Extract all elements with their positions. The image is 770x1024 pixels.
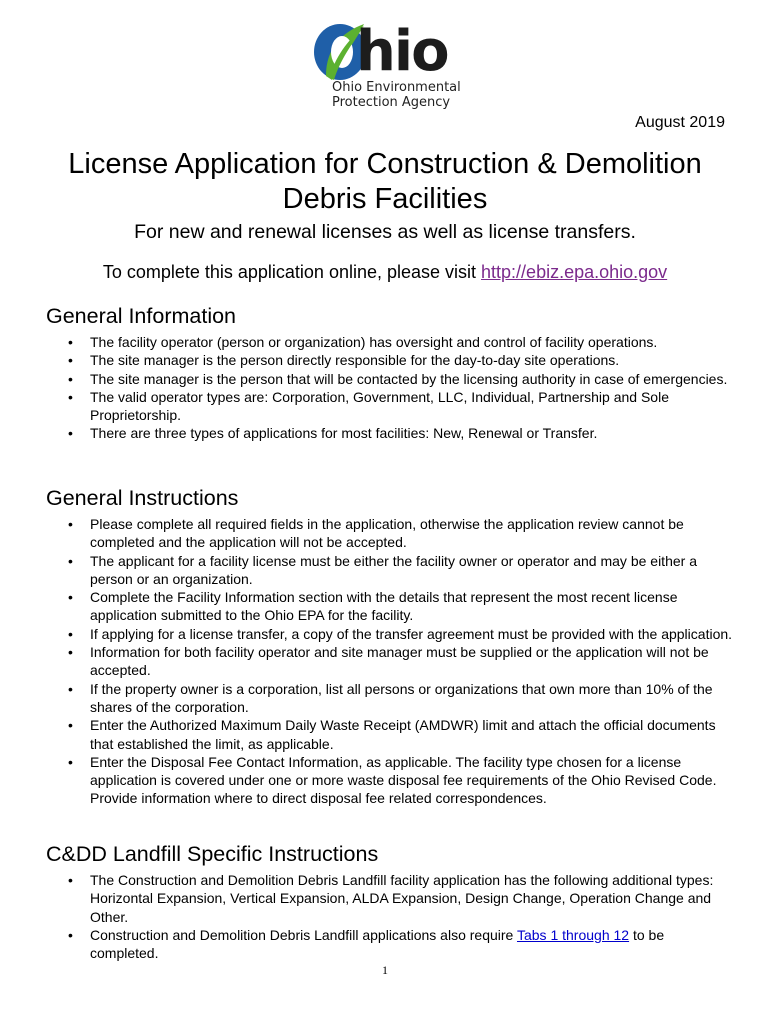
section-heading: General Instructions — [46, 486, 239, 510]
list-item-text: If applying for a license transfer, a copy of the transfer agreement must be provided with the application. — [90, 625, 733, 642]
section-general-instructions — [46, 485, 736, 808]
tabs-link[interactable]: Tabs 1 through 12 — [516, 926, 630, 943]
list-item — [68, 424, 736, 442]
bullet-icon: • — [68, 872, 73, 888]
bullet-icon: • — [68, 680, 73, 697]
list-item-text: The valid operator types are: Corporation, Government, LLC, Individual, Partnership and Sole Proprietorship. — [90, 388, 669, 424]
logo-wordmark: hio — [356, 19, 448, 84]
list-item-text: The site manager is the person that will be contacted by the licensing authority in case of emergencies. — [90, 370, 728, 387]
online-notice-text: To complete this application online, please visit — [102, 262, 482, 282]
section-heading: C&DD Landfill Specific Instructions — [46, 842, 379, 866]
list-item-text: The Construction and Demolition Debris Landfill facility application has the following additional types: Horizontal Expansion, Vertical Expansion, ALDA Expansion, Design Change, Operation Change and Other. — [90, 872, 714, 925]
bullet-list — [46, 871, 736, 962]
bullet-icon: • — [68, 352, 73, 369]
list-item — [68, 643, 736, 680]
bullet-icon: • — [68, 516, 73, 532]
list-item-text: If the property owner is a corporation, list all persons or organizations that own more than 10% of the shares of the corporation. — [90, 680, 713, 715]
list-item — [68, 753, 736, 808]
page-subtitle: For new and renewal licenses as well as license transfers. — [134, 221, 636, 243]
bullet-icon: • — [68, 425, 73, 442]
list-item — [68, 351, 736, 369]
list-item — [68, 625, 736, 643]
page-number: 1 — [382, 963, 388, 977]
list-item — [68, 871, 736, 926]
list-item — [68, 388, 736, 425]
logo-agency-line2: Protection Agency — [332, 95, 451, 110]
bullet-icon: • — [68, 753, 73, 770]
list-item — [68, 552, 736, 589]
section-general-information — [46, 303, 736, 443]
title-line2: Debris Facilities — [282, 183, 488, 215]
bullet-icon: • — [68, 334, 73, 350]
list-item — [68, 926, 736, 963]
section-cdd-landfill-instructions — [46, 841, 736, 962]
list-item-text: Please complete all required fields in the application, otherwise the application review cannot be completed and the application will not be accepted. — [90, 516, 684, 551]
bullet-icon: • — [68, 388, 73, 405]
ohio-epa-logo — [312, 18, 472, 113]
page-title — [0, 147, 770, 217]
list-item-text: Information for both facility operator and site manager must be supplied or the application will not be accepted. — [90, 644, 709, 679]
bullet-icon: • — [68, 552, 73, 569]
list-item — [68, 588, 736, 625]
list-item-text: The facility operator (person or organization) has oversight and control of facility operations. — [90, 334, 658, 350]
ebiz-link[interactable]: http://ebiz.epa.ohio.gov — [481, 262, 668, 282]
bullet-icon: • — [68, 589, 73, 606]
list-item-text: Enter the Disposal Fee Contact Information, as applicable. The facility type chosen for a license application is covered under one or more waste disposal fee requirements of the Ohio Revised Code. Provide information where to direct disposal fee related correspondences. — [90, 753, 717, 807]
bullet-icon: • — [68, 644, 73, 661]
title-line1: License Application for Construction & Demolition — [68, 148, 702, 180]
list-item-text: Construction and Demolition Debris Landfill applications also require — [90, 926, 517, 943]
bullet-icon: • — [68, 625, 73, 642]
list-item-text: Enter the Authorized Maximum Daily Waste Receipt (AMDWR) limit and attach the official documents that established the limit, as applicable. — [90, 717, 716, 752]
bullet-icon: • — [68, 370, 73, 387]
document-date: August 2019 — [635, 114, 725, 131]
list-item-text-end: to be completed. — [90, 926, 665, 962]
bullet-icon: • — [68, 926, 73, 943]
logo-agency-line1: Ohio Environmental — [332, 80, 461, 95]
list-item — [68, 370, 736, 388]
list-item — [68, 716, 736, 753]
list-item-text: Complete the Facility Information section with the details that represent the most recent license application submitted to the Ohio EPA for the facility. — [90, 589, 678, 624]
bullet-icon: • — [68, 717, 73, 734]
list-item — [68, 680, 736, 717]
list-item-text: The site manager is the person directly responsible for the day-to-day site operations. — [90, 352, 620, 369]
list-item — [68, 333, 736, 351]
section-heading: General Information — [46, 304, 237, 328]
online-notice — [0, 262, 770, 283]
list-item-text: The applicant for a facility license must be either the facility owner or operator and may be either a person or an organization. — [90, 552, 697, 587]
logo-agency-name — [332, 80, 482, 110]
list-item-text: There are three types of applications for most facilities: New, Renewal or Transfer. — [90, 425, 598, 442]
bullet-list — [46, 515, 736, 808]
bullet-list — [46, 333, 736, 443]
list-item — [68, 515, 736, 552]
